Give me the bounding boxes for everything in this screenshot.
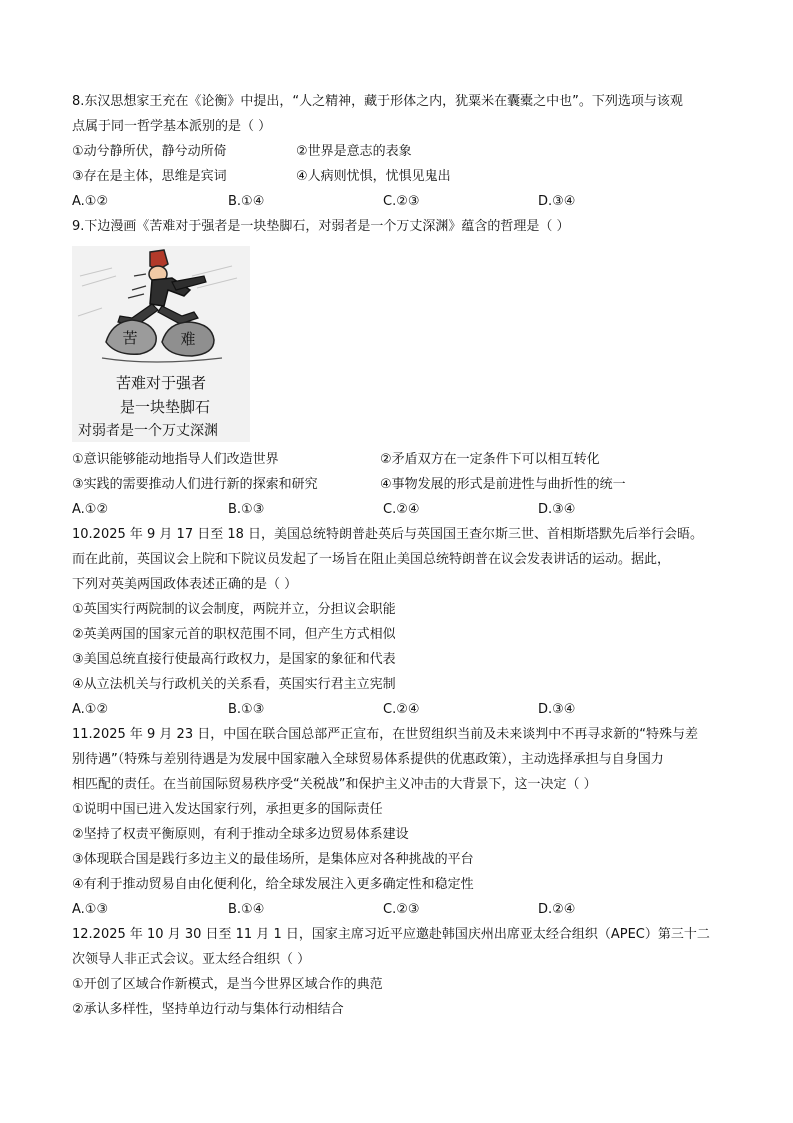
q9-option-a[interactable]: A.①② bbox=[72, 502, 109, 517]
q11-option-b[interactable]: B.①④ bbox=[228, 902, 265, 917]
q9-statement-1: ①意识能够能动地指导人们改造世界 bbox=[72, 452, 279, 467]
q9-option-b[interactable]: B.①③ bbox=[228, 502, 265, 517]
q10-option-d[interactable]: D.③④ bbox=[538, 702, 576, 717]
q8-option-a[interactable]: A.①② bbox=[72, 194, 109, 209]
q9-stem-line1: 9.下边漫画《苦难对于强者是一块垫脚石，对弱者是一个万丈深渊》蕴含的哲理是（ ） bbox=[72, 219, 570, 234]
q8-stem-line2: 点属于同一哲学基本派别的是（ ） bbox=[72, 119, 272, 134]
q10-option-b[interactable]: B.①③ bbox=[228, 702, 265, 717]
q8-option-c[interactable]: C.②③ bbox=[383, 194, 420, 209]
q12-stem-line2: 次领导人非正式会议。亚太经合组织（ ） bbox=[72, 952, 311, 967]
cartoon-caption-line1: 苦难对于强者 bbox=[116, 374, 207, 392]
q10-statement-3: ③美国总统直接行使最高行政权力，是国家的象征和代表 bbox=[72, 652, 396, 667]
q10-stem-line3: 下列对英美两国政体表述正确的是（ ） bbox=[72, 577, 298, 592]
q11-option-d[interactable]: D.②④ bbox=[538, 902, 576, 917]
q12-statement-1: ①开创了区域合作新模式，是当今世界区域合作的典范 bbox=[72, 977, 383, 992]
cartoon-caption-line3: 对弱者是一个万丈深渊 bbox=[78, 423, 218, 439]
q11-statement-2: ②坚持了权责平衡原则，有利于推动全球多边贸易体系建设 bbox=[72, 827, 409, 842]
q9-statement-2: ②矛盾双方在一定条件下可以相互转化 bbox=[380, 452, 600, 467]
cartoon-figure bbox=[118, 250, 206, 326]
q11-stem-line2: 别待遇”（特殊与差别待遇是为发展中国家融入全球贸易体系提供的优惠政策），主动选择承担与自身国力 bbox=[72, 752, 664, 767]
q11-statement-1: ①说明中国已进入发达国家行列，承担更多的国际责任 bbox=[72, 802, 383, 817]
q8-statement-2: ②世界是意志的表象 bbox=[296, 144, 412, 159]
q9-statement-4: ④事物发展的形式是前进性与曲折性的统一 bbox=[380, 477, 626, 492]
q8-statement-3: ③存在是主体，思维是宾词 bbox=[72, 169, 227, 184]
q11-stem-line1: 11.2025 年 9 月 23 日，中国在联合国总部严正宣布，在世贸组织当前及未来谈判中不再寻求新的“特殊与差 bbox=[72, 727, 698, 742]
q10-stem-line2: 而在此前，英国议会上院和下院议员发起了一场旨在阻止美国总统特朗普在议会发表讲话的运动。据此， bbox=[72, 552, 671, 567]
cartoon-image bbox=[72, 246, 250, 442]
q10-statement-2: ②英美两国的国家元首的职权范围不同，但产生方式相似 bbox=[72, 627, 396, 642]
q8-option-b[interactable]: B.①④ bbox=[228, 194, 265, 209]
q11-stem-line3: 相匹配的责任。在当前国际贸易秩序受“关税战”和保护主义冲击的大背景下，这一决定（ ） bbox=[72, 777, 597, 792]
q9-statement-3: ③实践的需要推动人们进行新的探索和研究 bbox=[72, 477, 318, 492]
q11-statement-3: ③体现联合国是践行多边主义的最佳场所，是集体应对各种挑战的平台 bbox=[72, 852, 474, 867]
q9-option-c[interactable]: C.②④ bbox=[383, 502, 420, 517]
q12-stem-line1: 12.2025 年 10 月 30 日至 11 月 1 日，国家主席习近平应邀赴韩国庆州出席亚太经合组织（APEC）第三十二 bbox=[72, 927, 710, 942]
q8-statement-4: ④人病则忧惧，忧惧见鬼出 bbox=[296, 169, 451, 184]
q8-option-d[interactable]: D.③④ bbox=[538, 194, 576, 209]
cartoon-caption-line2: 是一块垫脚石 bbox=[120, 398, 211, 416]
q10-statement-1: ①英国实行两院制的议会制度，两院并立，分担议会职能 bbox=[72, 602, 396, 617]
q11-statement-4: ④有利于推动贸易自由化便利化，给全球发展注入更多确定性和稳定性 bbox=[72, 877, 474, 892]
q10-option-c[interactable]: C.②④ bbox=[383, 702, 420, 717]
q10-statement-4: ④从立法机关与行政机关的关系看，英国实行君主立宪制 bbox=[72, 677, 396, 692]
q11-option-c[interactable]: C.②③ bbox=[383, 902, 420, 917]
stone-nan-label: 难 bbox=[180, 330, 196, 348]
q8-statement-1: ①动兮静所伏，静兮动所倚 bbox=[72, 144, 227, 159]
stone-ku-label: 苦 bbox=[122, 329, 138, 347]
stone-nan bbox=[162, 322, 214, 356]
q12-statement-2: ②承认多样性，坚持单边行动与集体行动相结合 bbox=[72, 1002, 344, 1017]
q10-stem-line1: 10.2025 年 9 月 17 日至 18 日，美国总统特朗普赴英后与英国国王查尔斯三世、首相斯塔默先后举行会晤。 bbox=[72, 527, 704, 542]
q11-option-a[interactable]: A.①③ bbox=[72, 902, 109, 917]
q9-option-d[interactable]: D.③④ bbox=[538, 502, 576, 517]
q8-stem-line1: 8.东汉思想家王充在《论衡》中提出，“人之精神，藏于形体之内，犹粟米在囊橐之中也”。下列选项与该观 bbox=[72, 94, 683, 109]
stone-ku bbox=[106, 320, 156, 354]
q10-option-a[interactable]: A.①② bbox=[72, 702, 109, 717]
